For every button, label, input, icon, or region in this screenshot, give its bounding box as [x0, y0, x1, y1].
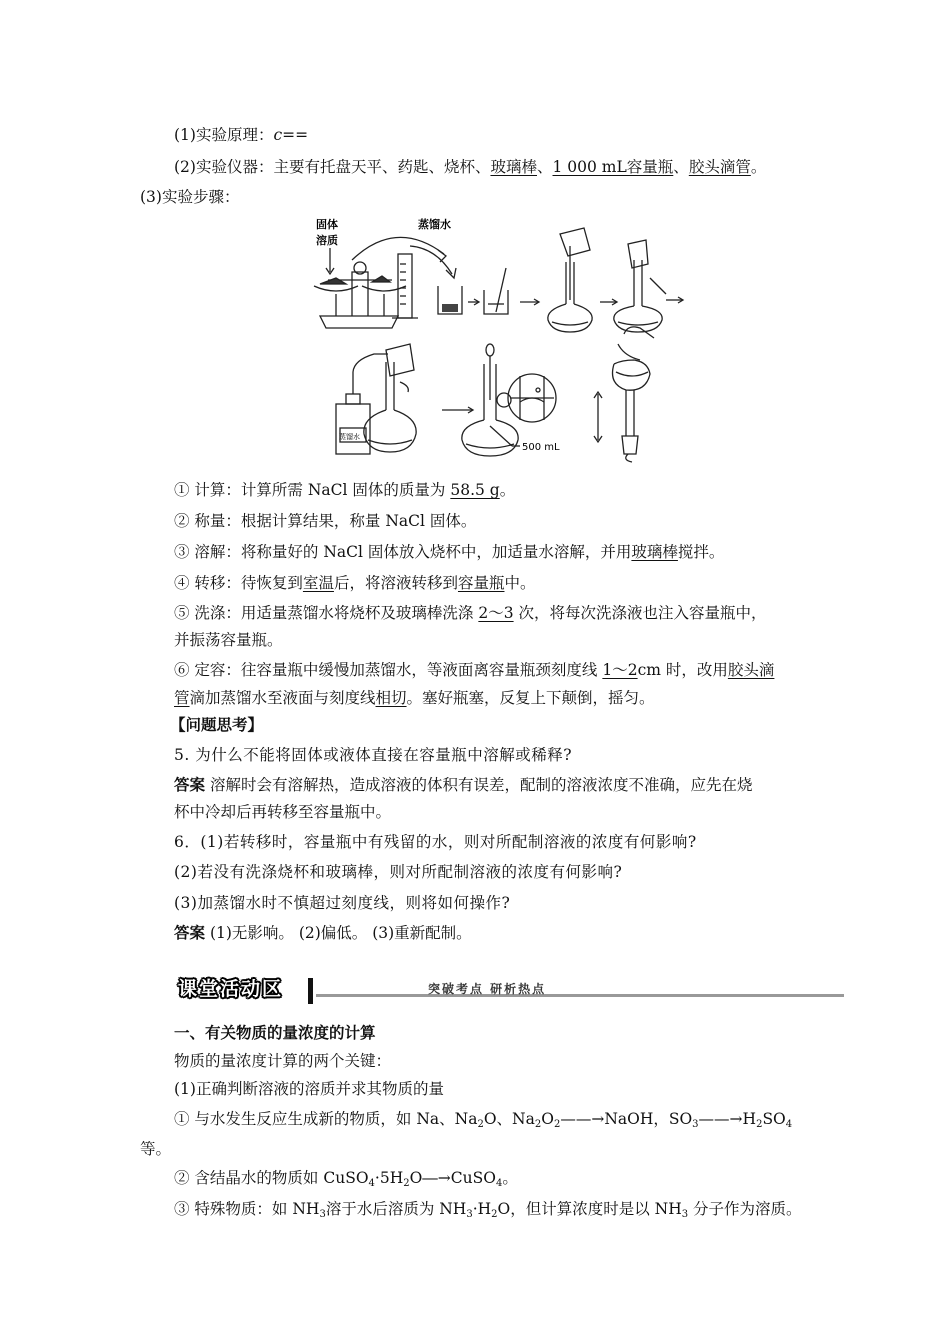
steps-heading: (3)实验步骤：	[140, 188, 240, 206]
question-6-1: 6．(1)若转移时，容量瓶中有残留的水，则对所配制溶液的浓度有何影响?	[174, 833, 697, 851]
key-1-item-2: ② 含结晶水的物质如 $CuSO_4\cdot 5H_2O―\to CuSO_4$。	[174, 1169, 518, 1189]
label-distilled-water: 蒸馏水	[418, 218, 451, 231]
beaker-stir-icon	[484, 268, 508, 314]
step-fill-cont: 管滴加蒸馏水至液面与刻度线相切。塞好瓶塞，反复上下颠倒，摇匀。	[174, 689, 655, 707]
volumetric-flask-icon	[548, 228, 592, 332]
question-6-3: (3)加蒸馏水时不慎超过刻度线，则将如何操作?	[174, 894, 511, 912]
invert-flask-icon	[613, 327, 655, 462]
answer-5: 答案 溶解时会有溶解热，造成溶液的体积有误差，配制的溶液浓度不准确，应先在烧	[174, 776, 753, 794]
instruments-line: (2)实验仪器：主要有托盘天平、药匙、烧杯、玻璃棒、1 000 mL容量瓶、胶头滴管。	[174, 158, 767, 176]
step-wash-cont: 并振荡容量瓶。	[174, 631, 283, 649]
beaker-icon	[438, 286, 462, 314]
meniscus-view-icon	[508, 374, 556, 422]
question-heading: 【问题思考】	[170, 716, 264, 734]
key-1: (1)正确判断溶液的溶质并求其物质的量	[174, 1080, 444, 1098]
dropper-flask-icon	[462, 344, 520, 456]
experiment-figure	[306, 214, 686, 466]
section-banner	[172, 974, 844, 1008]
keys-intro: 物质的量浓度计算的两个关键：	[174, 1052, 392, 1070]
key-1-item-3: ③ 特殊物质：如 $NH_3$溶于水后溶质为 $NH_3\cdot H_2O$，但计算浓度时是以 $NH_3$ 分子作为溶质。	[174, 1200, 802, 1220]
step-weigh: ② 称量：根据计算结果，称量 NaCl 固体。	[174, 512, 477, 530]
flask-fill-icon	[364, 344, 416, 452]
key-1-item-1-cont: 等。	[140, 1140, 172, 1158]
banner-subtitle: 突破考点 研析热点	[428, 982, 547, 996]
banner-title: 课堂活动区	[178, 978, 284, 1000]
step-dissolve: ③ 溶解：将称量好的 NaCl 固体放入烧杯中，加适量水溶解，并用玻璃棒搅拌。	[174, 543, 725, 561]
key-1-item-1: ① 与水发生反应生成新的物质，如 Na、$Na_2O$、$Na_2O_2——\to NaOH$，$SO_3——\to H_2SO_4$	[174, 1110, 793, 1130]
label-solute: 溶质	[316, 234, 338, 247]
label-bottle: 蒸馏水	[339, 433, 360, 441]
question-5: 5. 为什么不能将固体或液体直接在容量瓶中溶解或稀释?	[174, 746, 573, 764]
step-transfer: ④ 转移：待恢复到室温后，将溶液转移到容量瓶中。	[174, 574, 536, 592]
label-solid: 固体	[316, 218, 338, 231]
step-calc: ① 计算：计算所需 NaCl 固体的质量为 58.5 g。	[174, 481, 516, 499]
question-6-2: (2)若没有洗涤烧杯和玻璃棒，则对所配制溶液的浓度有何影响?	[174, 863, 623, 881]
flask-swirl-icon	[614, 240, 683, 332]
step-fill: ⑥ 定容：往容量瓶中缓慢加蒸馏水，等液面离容量瓶颈刻度线 1～2cm 时，改用胶头滴	[174, 661, 775, 679]
answer-5-cont: 杯中冷却后再转移至容量瓶中。	[174, 803, 392, 821]
principle-line: (1)实验原理：c==	[174, 126, 309, 144]
answer-6: 答案 (1)无影响。 (2)偏低。 (3)重新配制。	[174, 924, 472, 942]
label-500ml: 500 mL	[522, 442, 560, 453]
step-wash: ⑤ 洗涤：用适量蒸馏水将烧杯及玻璃棒洗涤 2～3 次，将每次洗涤液也注入容量瓶中，	[174, 604, 767, 622]
section-heading: 一、有关物质的量浓度的计算	[174, 1024, 376, 1042]
